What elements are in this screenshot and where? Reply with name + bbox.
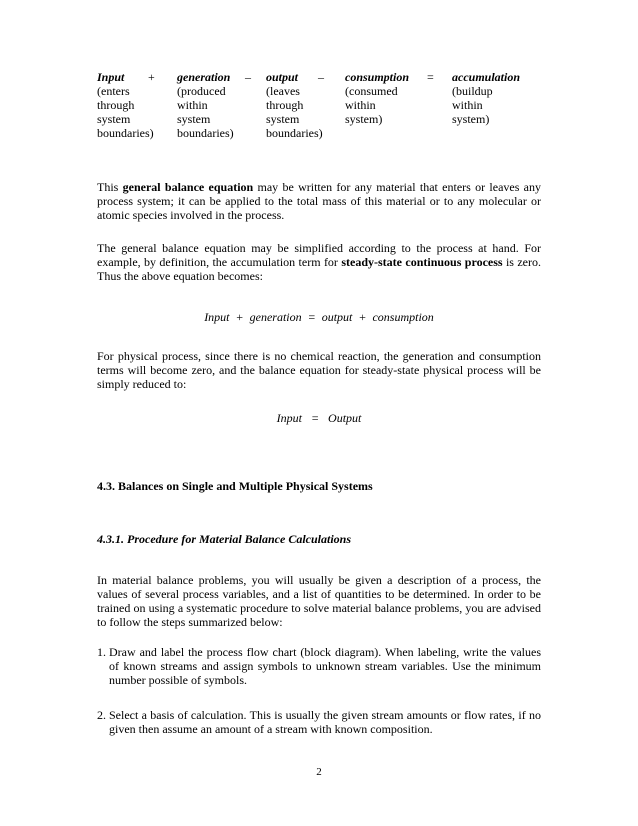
operator-minus-2: – (318, 70, 324, 84)
section-heading: 4.3. Balances on Single and Multiple Physical Systems (97, 479, 373, 493)
term-accumulation (452, 70, 520, 126)
para2-text-pre: The general balance equation may be simplified according to the process at hand. For example, by definition, the accumulation term for (97, 241, 541, 269)
term-consumption (345, 70, 409, 126)
equation-steady-state: Input + generation = output + consumption (204, 310, 434, 324)
term-generation-desc-4: boundaries) (177, 126, 234, 140)
list-item-step-2 (97, 708, 541, 736)
term-generation-head: generation (177, 70, 231, 84)
paragraph-physical-process: For physical process, since there is no chemical reaction, the generation and consumption terms will become zero, and the balance equation for steady-state physical process will be simply reduced to: (97, 349, 541, 391)
term-consumption-desc-1: (consumed (345, 84, 398, 98)
term-accumulation-desc-2: within (452, 98, 483, 112)
term-output-desc-1: (leaves (266, 84, 300, 98)
paragraph-procedure-intro: In material balance problems, you will usually be given a description of a process, the values of several process variables, and a list of quantities to be determined. In order to be trained on using a systematic procedure to solve material balance problems, you are advised to follow the steps summarized below: (97, 573, 541, 629)
term-input-desc-2: through (97, 98, 135, 112)
term-input-desc-1: (enters (97, 84, 130, 98)
term-generation-desc-3: system (177, 112, 211, 126)
term-output-desc-2: through (266, 98, 304, 112)
paragraph-simplified (97, 241, 541, 283)
step-2-text: Select a basis of calculation. This is usually the given stream amounts or flow rates, if no given then assume an amount of a stream with known composition. (109, 708, 541, 736)
list-item-step-1 (97, 645, 541, 687)
page-number: 2 (316, 766, 322, 778)
term-accumulation-desc-3: system) (452, 112, 490, 126)
term-output-head: output (266, 70, 299, 84)
subsection-heading: 4.3.1. Procedure for Material Balance Calculations (97, 532, 352, 546)
equation-input-output: Input = Output (276, 411, 362, 425)
term-output-desc-3: system (266, 112, 300, 126)
para2-text-post: is zero. Thus the above equation becomes: (97, 255, 541, 283)
term-input-head: Input (97, 70, 125, 84)
term-output-desc-4: boundaries) (266, 126, 323, 140)
term-consumption-desc-3: system) (345, 112, 383, 126)
term-accumulation-desc-1: (buildup (452, 84, 493, 98)
paragraph-general-balance (97, 180, 541, 222)
para1-text-pre: This (97, 180, 123, 194)
operator-equals: = (427, 70, 434, 84)
step-1-text: Draw and label the process flow chart (block diagram). When labeling, write the values of known streams and assign symbols to unknown stream variables. Use the minimum number possible of symbols. (109, 645, 541, 687)
term-input-desc-4: boundaries) (97, 126, 154, 140)
term-consumption-head: consumption (345, 70, 410, 84)
term-generation-desc-1: (produced (177, 84, 226, 98)
term-output (266, 70, 323, 140)
term-input (97, 70, 154, 140)
operator-plus: + (148, 70, 155, 84)
term-generation (177, 70, 234, 140)
step-2-number: 2. (97, 708, 106, 722)
term-consumption-desc-2: within (345, 98, 376, 112)
operator-minus-1: – (245, 70, 251, 84)
para1-text-post: may be written for any material that enters or leaves any process system; it can be applied to the total mass of this material or to any molecular or atomic species involved in the process. (97, 180, 542, 222)
para1-bold: general balance equation (122, 180, 254, 194)
term-accumulation-head: accumulation (452, 70, 521, 84)
para2-bold: steady-state continuous process (341, 255, 503, 269)
term-input-desc-3: system (97, 112, 131, 126)
step-1-number: 1. (97, 645, 106, 659)
term-generation-desc-2: within (177, 98, 208, 112)
